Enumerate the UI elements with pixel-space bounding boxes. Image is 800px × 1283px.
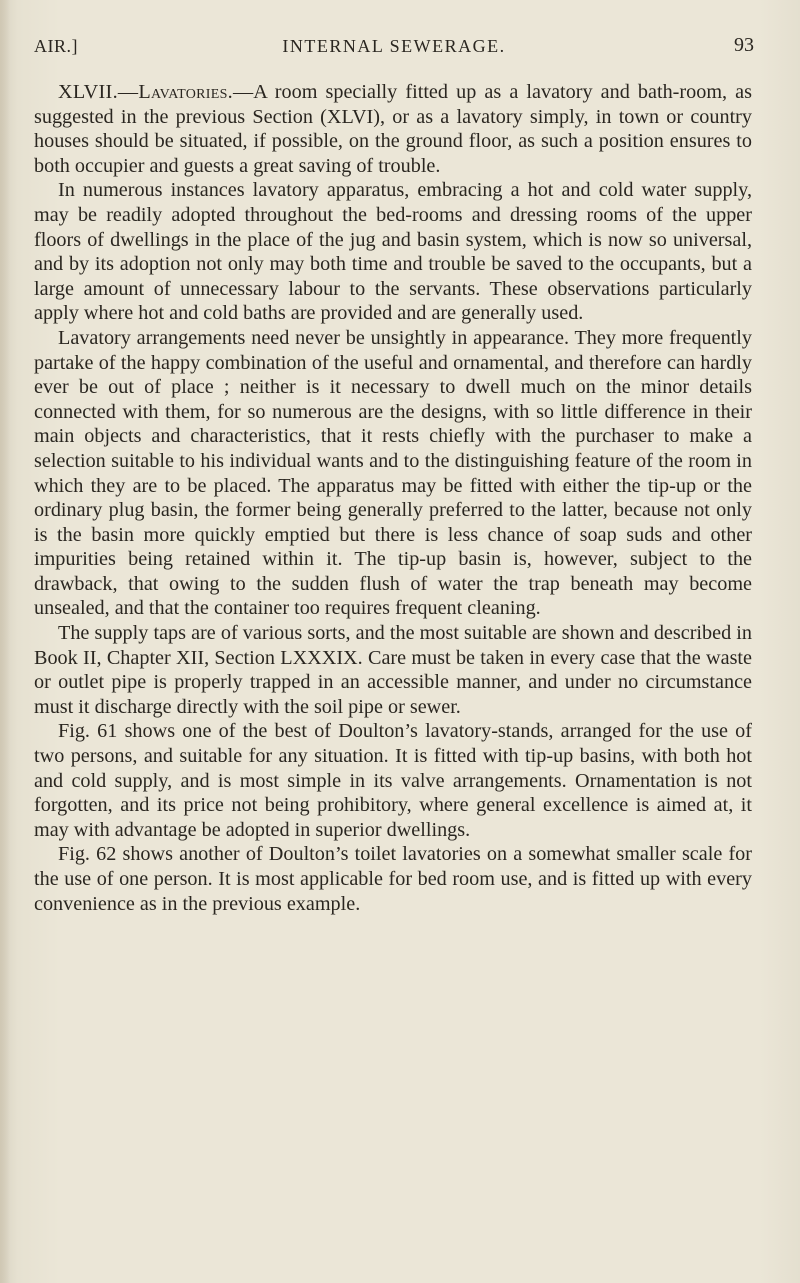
paragraph-1-text: —A room specially fitted up as a lavatory and bath-room, as suggested in the previous Section (XLVI), or as a lavatory simply, in town or country houses should be situated, if possible, on the ground floor, as such a position ensures to both occupier and guests a great saving of trouble.: [34, 81, 752, 177]
running-head-left: AIR.]: [34, 36, 78, 56]
paragraph-5: Fig. 61 shows one of the best of Doulton’s lavatory-stands, arranged for the use of two persons, and suitable for any situation. It is fitted with tip-up basins, with both hot and cold supply, and is most simple in its valve arrangements. Ornamentation is not forgotten, and its price not being prohibitory, where general excellence is aimed at, it may with advantage be adopted in superior dwellings.: [34, 720, 752, 841]
body-text: [34, 80, 752, 916]
section-heading: XLVII.—Lavatories.: [58, 81, 234, 103]
paragraph-3: Lavatory arrangements need never be unsightly in appearance. They more frequently partake of the happy combination of the useful and ornamental, and therefore can hardly ever be out of place ; neither is it necessary to dwell much on the minor details connected with them, for so numerous are the designs, with so little difference in their main objects and characteristics, that it rests chiefly with the purchaser to make a selection suitable to his individual wants and to the distinguishing feature of the room in which they are to be placed. The apparatus may be fitted with either the tip-up or the ordinary plug basin, the former being generally preferred to the latter, because not only is the basin more quickly emptied but there is less chance of soap suds and other impurities being retained within it. The tip-up basin is, however, subject to the drawback, that owing to the sudden flush of water the trap beneath may become unsealed, and that the container too requires frequent cleaning.: [34, 326, 752, 620]
page-header: [34, 32, 754, 72]
page-binding-shadow: [0, 0, 10, 1283]
paragraph-1: [34, 80, 752, 178]
page-number: 93: [734, 34, 754, 56]
running-head-title: INTERNAL SEWERAGE.: [282, 36, 506, 56]
paragraph-4: The supply taps are of various sorts, and the most suitable are shown and described in Book II, Chapter XII, Section LXXXIX. Care must be taken in every case that the waste or outlet pipe is properly trapped in an accessible manner, and under no circumstance must it discharge directly with the soil pipe or sewer.: [34, 622, 752, 718]
paragraph-2: In numerous instances lavatory apparatus, embracing a hot and cold water supply, may be readily adopted throughout the bed-rooms and dressing rooms of the upper floors of dwellings in the place of the jug and basin system, which is now so universal, and by its adoption not only may both time and trouble be saved to the occupants, but a large amount of unnecessary labour to the servants. These observations particularly apply where hot and cold baths are provided and are generally used.: [34, 179, 752, 325]
paragraph-6: Fig. 62 shows another of Doulton’s toilet lavatories on a somewhat smaller scale for the use of one person. It is most applicable for bed room use, and is fitted up with every convenience as in the previous example.: [34, 843, 752, 915]
